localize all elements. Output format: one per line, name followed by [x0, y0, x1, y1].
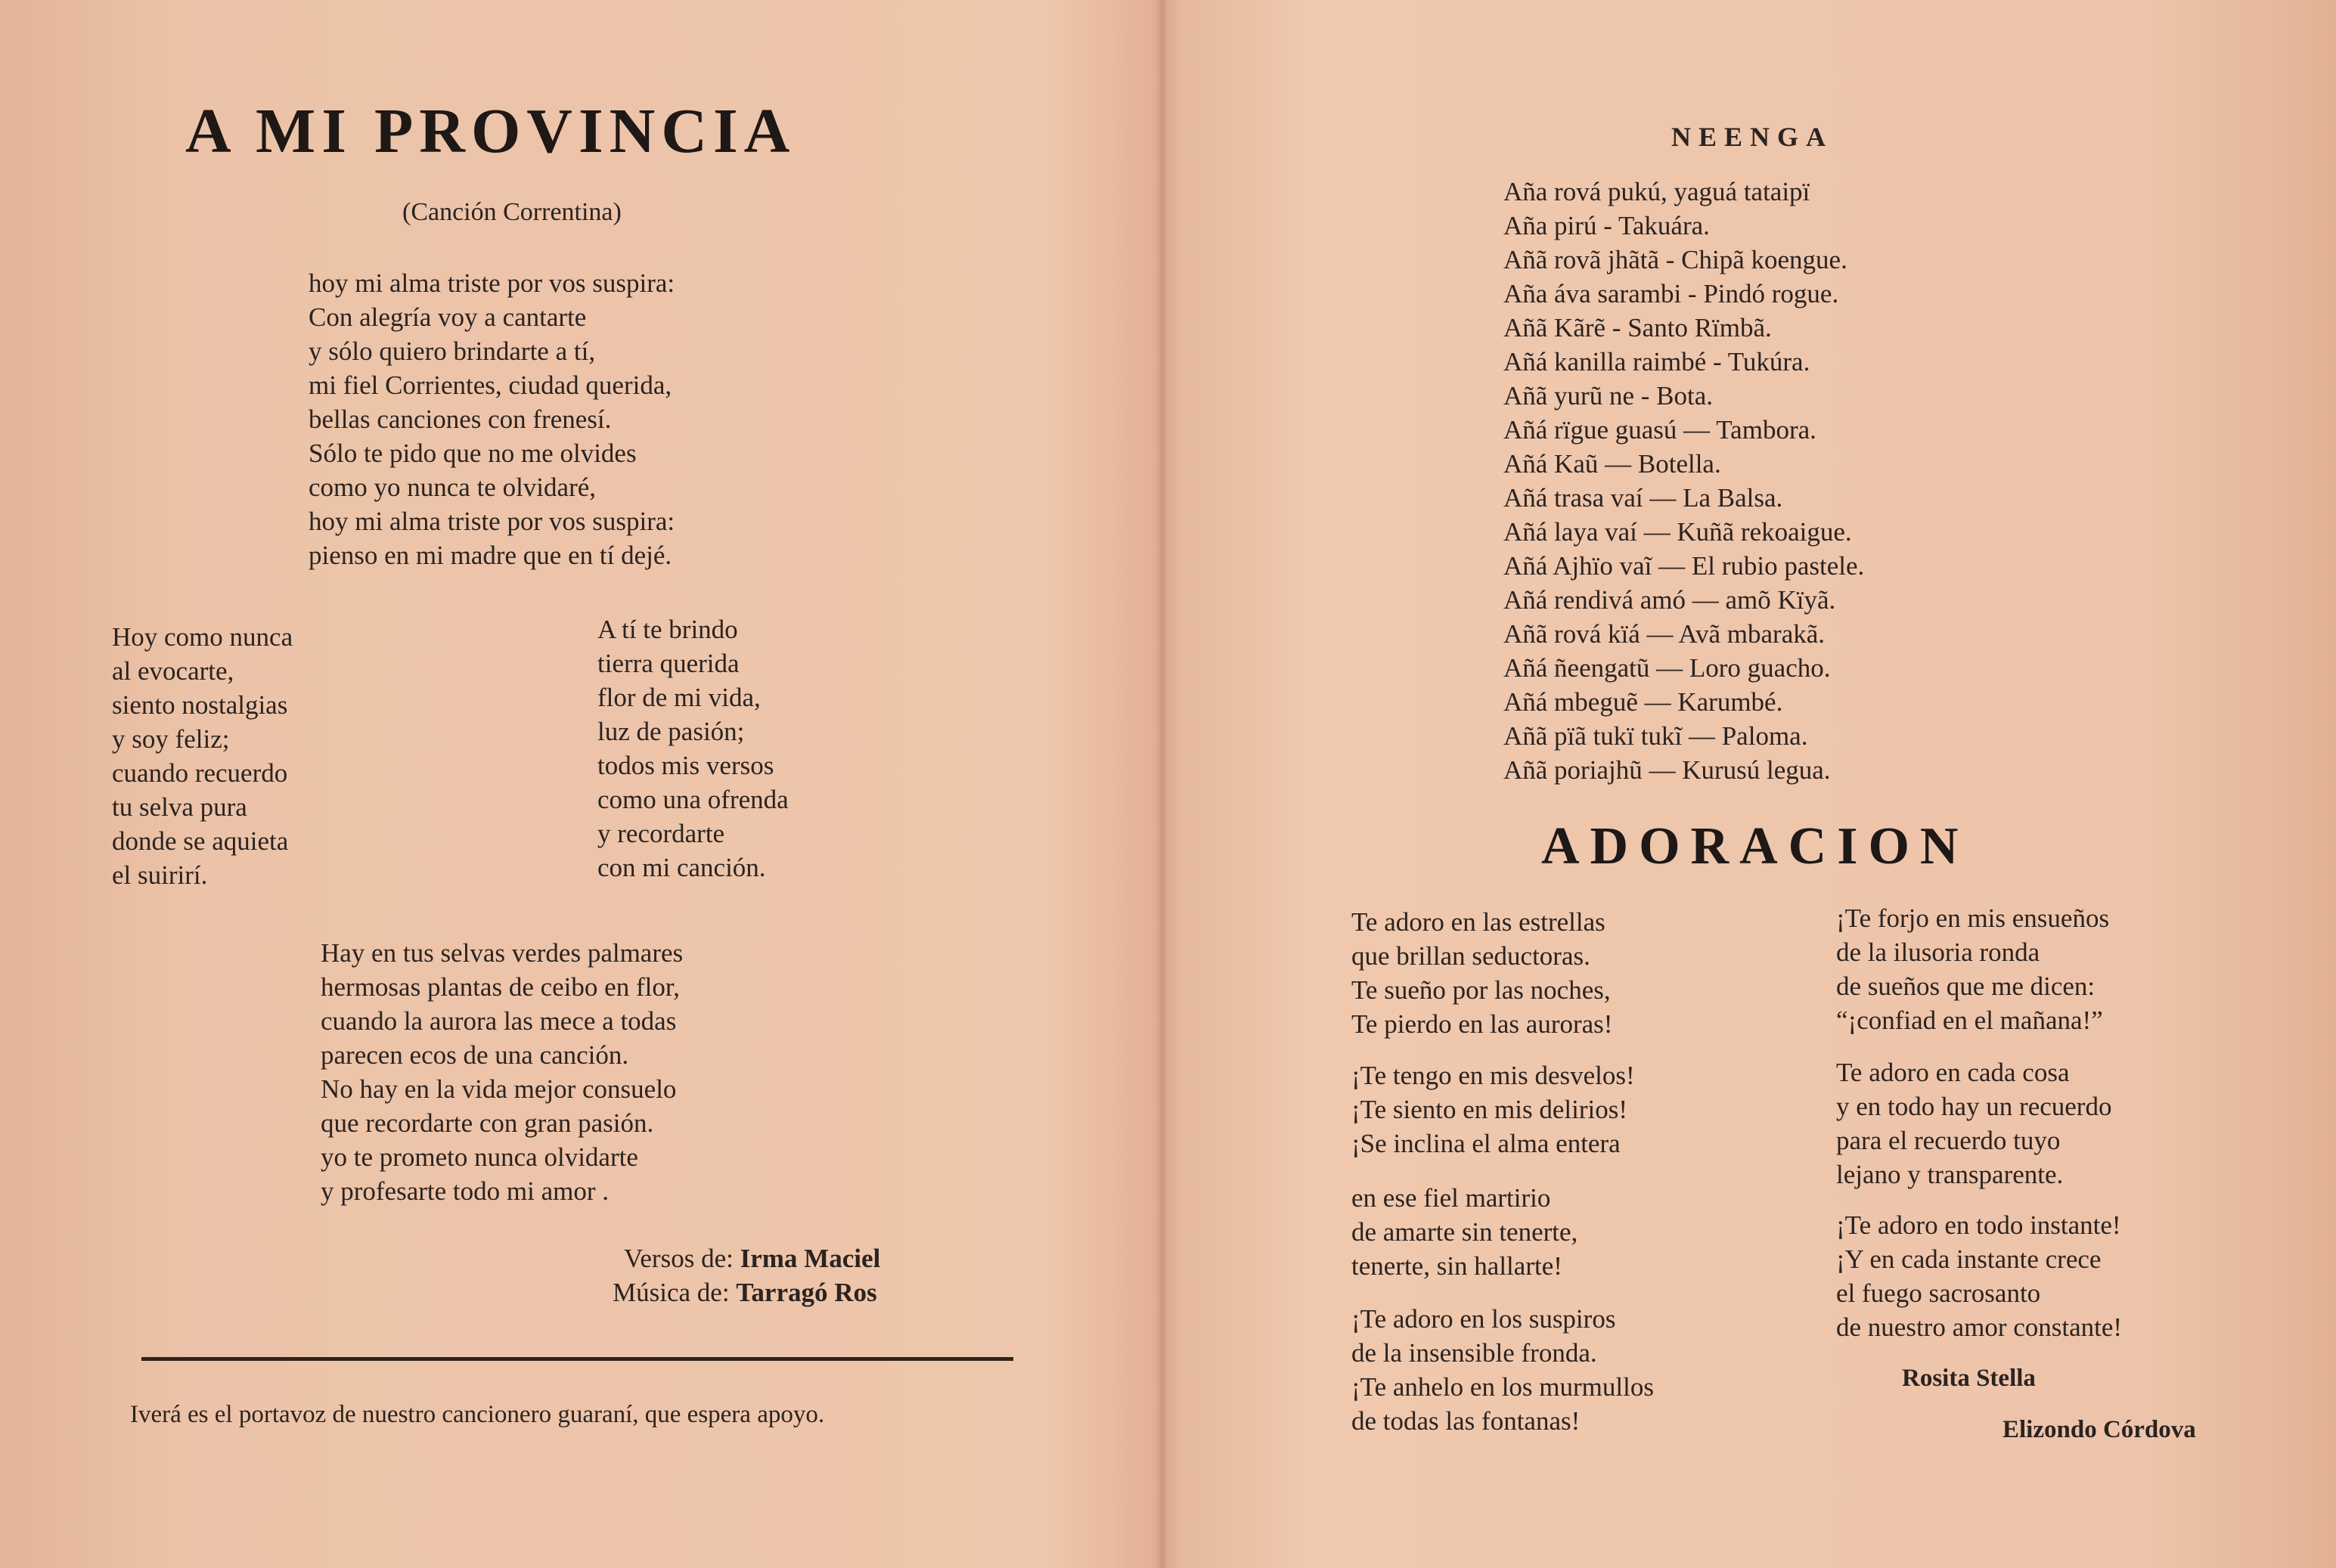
verse-line: de amarte sin tenerte, — [1351, 1217, 1578, 1247]
verse-line: el suirirí. — [112, 860, 208, 890]
verse-line: hermosas plantas de ceibo en flor, — [321, 972, 680, 1002]
verse-line: siento nostalgias — [112, 690, 288, 720]
verse-line: Añã yurũ ne - Bota. — [1503, 381, 1714, 411]
adoracion-left-stanza-1 — [1351, 905, 1612, 1041]
verse-line: de sueños que me dicen: — [1836, 971, 2096, 1001]
verse-line: Añá rendivá amó — amõ Kïyã. — [1503, 585, 1836, 615]
verse-line: Añá trasa vaí — La Balsa. — [1503, 483, 1783, 513]
verse-line: Añã rovã jhãtã - Chipã koengue. — [1503, 245, 1847, 274]
verse-line: con mi canción. — [597, 853, 766, 882]
adoracion-title: ADORACION — [1541, 817, 1969, 875]
verse-line: para el recuerdo tuyo — [1836, 1126, 2061, 1155]
verse-line: que recordarte con gran pasión. — [321, 1108, 654, 1138]
verse-line: Con alegría voy a cantarte — [309, 302, 587, 332]
footer-note: Iverá es el portavoz de nuestro cancionero guaraní, que espera apoyo. — [130, 1401, 825, 1428]
verse-line: de la insensible fronda. — [1351, 1338, 1597, 1368]
verse-line: hoy mi alma triste por vos suspira: — [309, 268, 675, 298]
verse-line: y soy feliz; — [112, 724, 230, 754]
verse-line: tierra querida — [597, 649, 740, 678]
verse-line: de nuestro amor constante! — [1836, 1312, 2123, 1342]
verse-line: que brillan seductoras. — [1351, 941, 1590, 971]
verse-line: Aña rová pukú, yaguá tataipï — [1503, 177, 1810, 206]
verse-line: Te adoro en cada cosa — [1836, 1058, 2070, 1087]
stanza-3 — [321, 936, 683, 1208]
verse-line: Añá Kaũ — Botella. — [1503, 449, 1721, 479]
credit-verses — [624, 1244, 880, 1274]
adoracion-right-stanza-3 — [1836, 1208, 2122, 1344]
verse-line: lejano y transparente. — [1836, 1160, 2064, 1189]
verse-line: Añã pïã tukï tukĩ — Paloma. — [1503, 721, 1808, 751]
song-title: A MI PROVINCIA — [185, 96, 796, 166]
verse-line: el fuego sacrosanto — [1836, 1278, 2041, 1308]
verse-line: flor de mi vida, — [597, 683, 761, 712]
verse-line: mi fiel Corrientes, ciudad querida, — [309, 370, 672, 400]
verse-line: A tí te brindo — [597, 615, 738, 644]
verse-line: como yo nunca te olvidaré, — [309, 473, 597, 502]
verse-line: “¡confiad en el mañana!” — [1836, 1006, 2103, 1035]
adoracion-left-stanza-4 — [1351, 1302, 1654, 1438]
verse-line: bellas canciones con frenesí. — [309, 404, 612, 434]
adoracion-right-stanza-2 — [1836, 1055, 2111, 1191]
verse-line: todos mis versos — [597, 751, 774, 780]
verse-line: ¡Te siento en mis delirios! — [1351, 1095, 1627, 1124]
verse-line: Hoy como nunca — [112, 622, 293, 652]
left-page — [0, 0, 1165, 1568]
author-signature: Rosita Stella — [1902, 1365, 2036, 1392]
verse-line: Te adoro en las estrellas — [1351, 907, 1605, 937]
right-page — [1165, 0, 2336, 1568]
verse-line: donde se aquieta — [112, 826, 289, 856]
verse-line: Añá kanilla raimbé - Tukúra. — [1503, 347, 1810, 377]
verse-line: Sólo te pido que no me olvides — [309, 438, 637, 468]
verse-line: Hay en tus selvas verdes palmares — [321, 938, 684, 968]
verse-line: ¡Te tengo en mis desvelos! — [1351, 1061, 1635, 1090]
verse-line: y sólo quiero brindarte a tí, — [309, 336, 596, 366]
adoracion-left-stanza-2 — [1351, 1058, 1635, 1161]
verse-line: tu selva pura — [112, 792, 247, 822]
verse-line: de la ilusoria ronda — [1836, 937, 2040, 967]
verse-line: Aña pirú - Takuára. — [1503, 211, 1710, 240]
verse-line: Añã Kãrẽ - Santo Rïmbã. — [1503, 313, 1772, 342]
verse-line: pienso en mi madre que en tí dejé. — [309, 541, 672, 570]
verse-line: parecen ecos de una canción. — [321, 1040, 629, 1070]
verse-line: tenerte, sin hallarte! — [1351, 1251, 1562, 1281]
verse-line: Añá rïgue guasú — Tambora. — [1503, 415, 1816, 445]
credit-label: Música de: — [613, 1278, 730, 1307]
verse-line: en ese fiel martirio — [1351, 1183, 1551, 1213]
author-signature: Elizondo Córdova — [2003, 1416, 2196, 1443]
verse-line: cuando recuerdo — [112, 758, 288, 788]
divider-line — [141, 1357, 1013, 1361]
verse-line: luz de pasión; — [597, 717, 745, 746]
verse-line: hoy mi alma triste por vos suspira: — [309, 507, 675, 536]
verse-line: y profesarte todo mi amor . — [321, 1176, 610, 1206]
verse-line: cuando la aurora las mece a todas — [321, 1006, 677, 1036]
song-subtitle: (Canción Correntina) — [402, 198, 622, 226]
verse-line: ¡Te adoro en todo instante! — [1836, 1210, 2121, 1240]
verse-line: de todas las fontanas! — [1351, 1406, 1581, 1436]
verse-line: ¡Te anhelo en los murmullos — [1351, 1372, 1654, 1402]
verse-line: Añá Ajhïo vaĩ — El rubio pastele. — [1503, 551, 1865, 581]
verse-line: al evocarte, — [112, 656, 234, 686]
credit-author: Irma Maciel — [740, 1244, 881, 1273]
stanza-2-right — [597, 612, 789, 885]
verse-line: como una ofrenda — [597, 785, 789, 814]
verse-line: Añá mbeguẽ — Karumbé. — [1503, 687, 1783, 717]
verse-line: Aña áva sarambi - Pindó rogue. — [1503, 279, 1839, 308]
stanza-2-left — [112, 620, 293, 892]
credit-music — [613, 1278, 877, 1308]
verse-line: yo te prometo nunca olvidarte — [321, 1142, 638, 1172]
verse-line: y en todo hay un recuerdo — [1836, 1092, 2112, 1121]
verse-line: y recordarte — [597, 819, 725, 848]
neenga-title: NEENGA — [1671, 122, 1834, 152]
verse-line: ¡Y en cada instante crece — [1836, 1244, 2102, 1274]
verse-line: ¡Te adoro en los suspiros — [1351, 1304, 1616, 1334]
verse-line: Añá laya vaí — Kuñã rekoaigue. — [1503, 517, 1852, 547]
verse-line: Añá ñeengatũ — Loro guacho. — [1503, 653, 1831, 683]
verse-line: ¡Se inclina el alma entera — [1351, 1129, 1621, 1158]
verse-line: Añã poriajhũ — Kurusú legua. — [1503, 755, 1831, 785]
neenga-list — [1503, 175, 1864, 788]
verse-line: Te pierdo en las auroras! — [1351, 1009, 1613, 1039]
stanza-1 — [309, 266, 675, 572]
adoracion-left-stanza-3 — [1351, 1181, 1577, 1283]
adoracion-right-stanza-1 — [1836, 901, 2109, 1037]
verse-line: Añã rová kïá — Avã mbarakã. — [1503, 619, 1826, 649]
credit-label: Versos de: — [624, 1244, 734, 1273]
verse-line: Te sueño por las noches, — [1351, 975, 1611, 1005]
credit-author: Tarragó Ros — [736, 1278, 877, 1307]
verse-line: No hay en la vida mejor consuelo — [321, 1074, 677, 1104]
verse-line: ¡Te forjo en mis ensueños — [1836, 903, 2110, 933]
